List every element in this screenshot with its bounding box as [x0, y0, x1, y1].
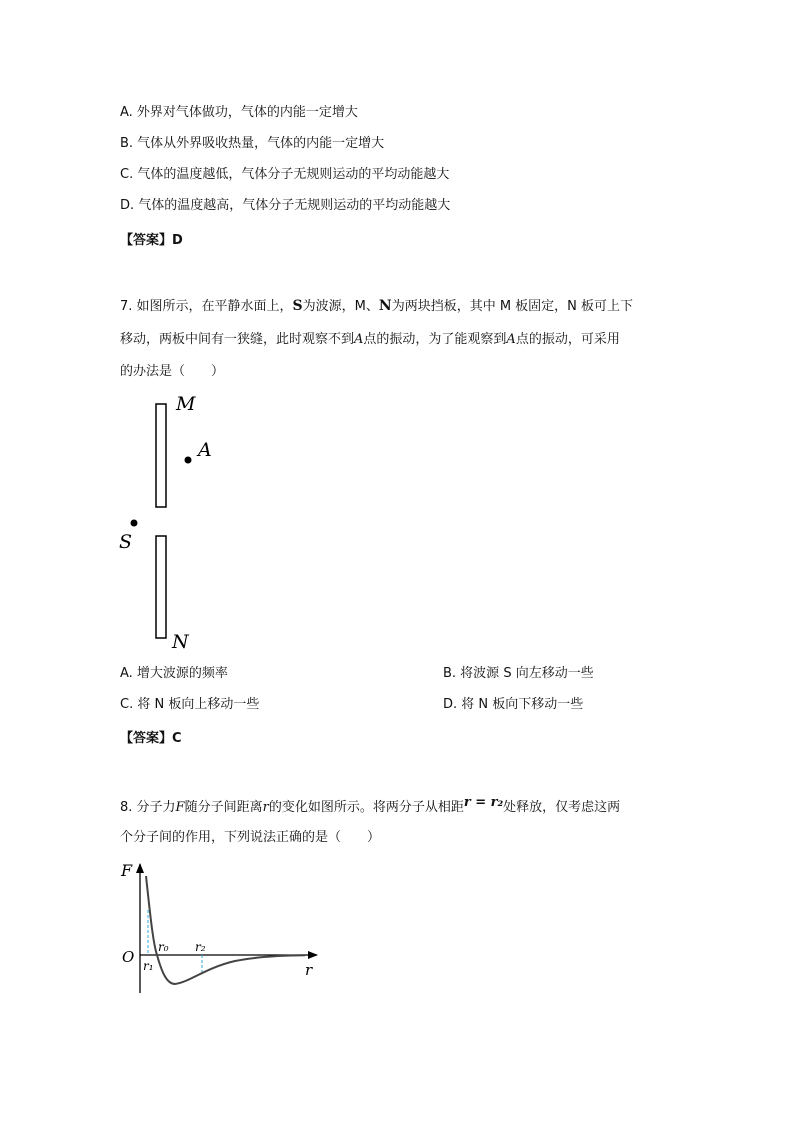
q6-option-b: B. 气体从外界吸收热量，气体的内能一定增大	[120, 136, 385, 151]
q7-option-b: B. 将波源 S 向左移动一些	[443, 666, 594, 681]
q7-answer	[120, 727, 182, 746]
label-s: S	[119, 531, 133, 553]
barrier-m	[156, 404, 166, 507]
q7-option-c: C. 将 N 板向上移动一些	[120, 697, 260, 712]
label-r0: r₀	[158, 940, 169, 954]
q6-option-a: A. 外界对气体做功，气体的内能一定增大	[120, 105, 358, 120]
label-f: F	[121, 861, 133, 880]
q8-symbol-r: r	[262, 800, 269, 815]
label-r: r	[305, 961, 313, 979]
q7-text: 7. 如图所示，在平静水面上，	[120, 299, 293, 314]
q6-option-c: C. 气体的温度越低，气体分子无规则运动的平均动能越大	[120, 167, 450, 182]
q6-option-d: D. 气体的温度越高，气体分子无规则运动的平均动能越大	[120, 198, 451, 213]
barrier-n	[156, 536, 166, 638]
q8-symbol-f: F	[175, 800, 185, 815]
q7-answer-label: 【答案】	[120, 731, 173, 746]
q7-text: 点的振动，可采用	[515, 332, 620, 347]
q7-figure	[110, 390, 230, 650]
q7-option-a: A. 增大波源的频率	[120, 666, 228, 681]
label-a: A	[198, 439, 212, 461]
q8-stem-line2: 个分子间的作用，下列说法正确的是（ ）	[120, 830, 381, 845]
q8-text: 随分子间距离	[184, 800, 263, 815]
point-a	[185, 457, 192, 464]
label-n: N	[172, 631, 189, 650]
q7-stem-line1	[120, 297, 633, 316]
q7-option-d: D. 将 N 板向下移动一些	[443, 697, 584, 712]
q7-symbol-a: A	[354, 332, 364, 347]
q7-text: 为波源，M、	[302, 299, 379, 314]
q8-text: 8. 分子力	[120, 800, 176, 815]
label-r2: r₂	[195, 940, 206, 954]
label-r1: r₁	[143, 959, 154, 973]
q7-symbol-a: A	[506, 332, 516, 347]
q7-symbol-s: S	[292, 298, 303, 314]
label-m: M	[176, 393, 196, 415]
label-origin: O	[122, 948, 135, 966]
q6-answer-value: D	[172, 233, 183, 248]
q8-text: 的变化如图所示。将两分子从相距	[268, 800, 464, 815]
force-curve	[146, 876, 305, 984]
q8-equation: r = r₂	[463, 795, 504, 810]
q7-stem-line2	[120, 331, 620, 349]
source-s	[131, 520, 138, 527]
q6-answer-label: 【答案】	[120, 233, 173, 248]
q8-figure	[115, 858, 330, 998]
q7-answer-value: C	[172, 731, 182, 746]
q7-text: 移动，两板中间有一狭缝，此时观察不到	[120, 332, 355, 347]
q7-symbol-n: N	[378, 298, 392, 314]
q8-text: 处释放，仅考虑这两	[503, 800, 621, 815]
q8-stem-line1	[120, 795, 621, 817]
q7-text: 为两块挡板，其中 M 板固定，N 板可上下	[391, 299, 634, 314]
q7-text: 点的振动，为了能观察到	[363, 332, 507, 347]
q6-answer	[120, 229, 183, 248]
q7-stem-line3: 的办法是（ ）	[120, 364, 225, 379]
